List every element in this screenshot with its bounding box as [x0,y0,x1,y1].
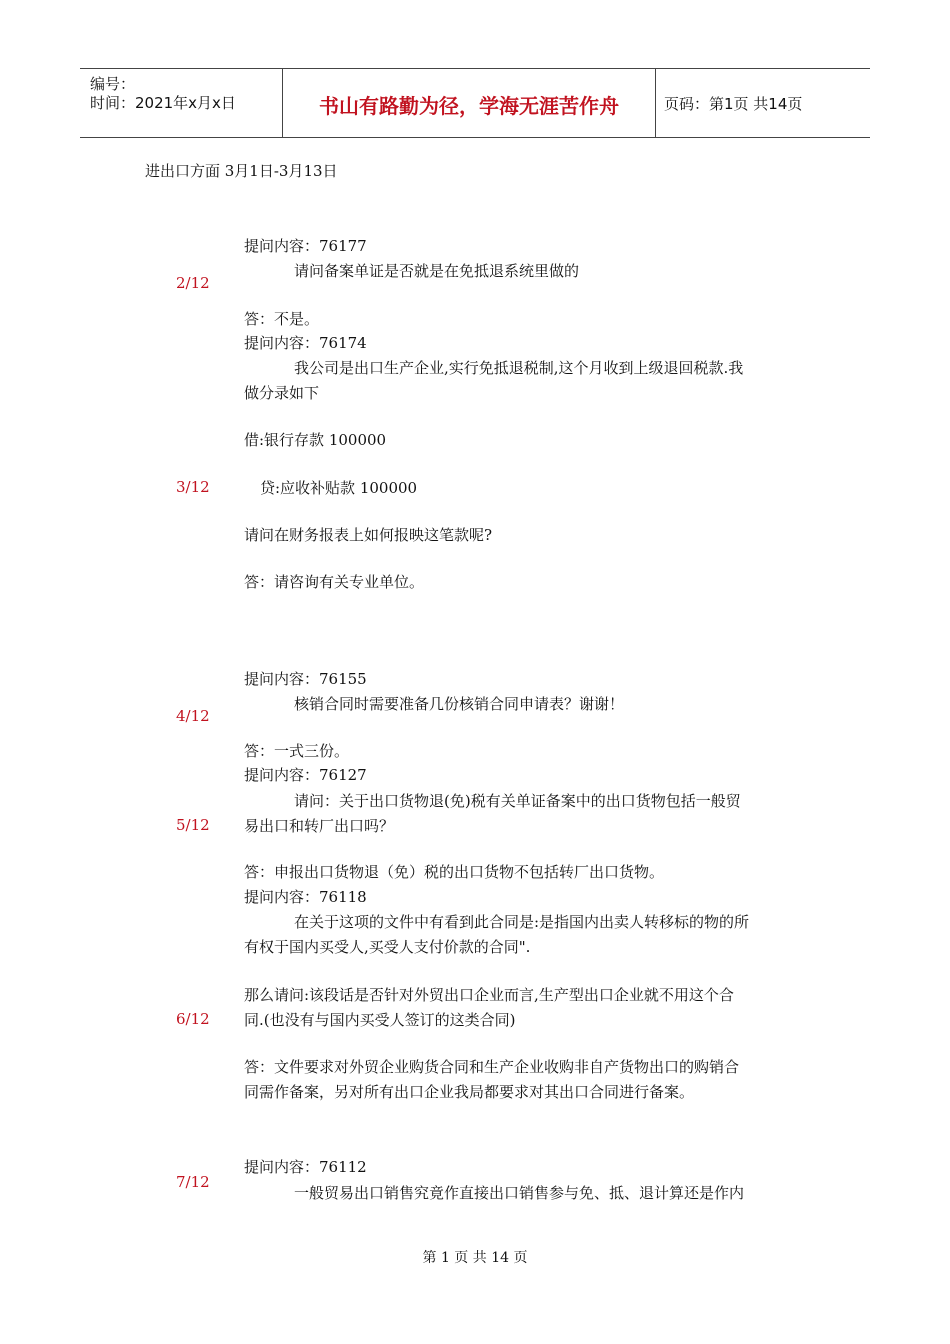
margin-mark: 6/12 [176,1010,210,1028]
question-id: 提问内容：76127 [244,766,367,784]
page-header [80,68,870,138]
margin-mark: 3/12 [176,478,210,496]
time-label: 时间：2021年x月x日 [90,94,236,112]
margin-mark: 2/12 [176,274,210,292]
question-id: 提问内容：76177 [244,237,367,255]
answer-text: 同需作备案，另对所有出口企业我局都要求对其出口合同进行备案。 [244,1083,695,1101]
entry-debit: 借:银行存款 100000 [244,431,387,449]
question-text: 易出口和转厂出口吗？ [244,817,395,835]
question-id: 提问内容：76112 [244,1158,367,1176]
answer-text: 答：请咨询有关专业单位。 [244,573,425,591]
question-id: 提问内容：76174 [244,334,367,352]
question-text: 我公司是出口生产企业,实行免抵退税制,这个月收到上级退回税款.我 [294,359,744,377]
answer-text: 答：文件要求对外贸企业购货合同和生产企业收购非自产货物出口的购销合 [244,1058,740,1076]
question-id: 提问内容：76155 [244,670,367,688]
motto: 书山有路勤为径，学海无涯苦作舟 [319,94,619,118]
answer-text: 答：申报出口货物退（免）税的出口货物不包括转厂出口货物。 [244,863,665,881]
header-meta-cell [80,69,283,137]
margin-mark: 4/12 [176,707,210,725]
answer-text: 答：一式三份。 [244,742,350,760]
margin-mark: 5/12 [176,816,210,834]
question-text: 有权于国内买受人,买受人支付价款的合同". [244,938,531,956]
question-text: 那么请问:该段话是否针对外贸出口企业而言,生产型出口企业就不用这个合 [244,986,734,1004]
question-text: 一般贸易出口销售究竟作直接出口销售参与免、抵、退计算还是作内 [294,1184,745,1202]
question-text: 做分录如下 [244,384,320,402]
question-text: 核销合同时需要准备几份核销合同申请表？谢谢！ [294,695,625,713]
entry-credit: 贷:应收补贴款 100000 [260,479,418,497]
page-info: 页码：第1页 共14页 [664,95,803,113]
question-text: 同.(也没有与国内买受人签订的这类合同) [244,1011,516,1029]
header-motto-cell [283,69,656,137]
question-text: 请问：关于出口货物退(免)税有关单证备案中的出口货物包括一般贸 [294,792,741,810]
page-footer: 第 1 页 共 14 页 [422,1250,528,1266]
header-page-cell [656,69,870,137]
question-text: 请问备案单证是否就是在免抵退系统里做的 [294,262,580,280]
question-id: 提问内容：76118 [244,888,367,906]
answer-text: 答：不是。 [244,310,320,328]
number-label: 编号： [90,75,136,93]
section-title: 进出口方面 3月1日-3月13日 [145,162,338,180]
question-text: 请问在财务报表上如何报映这笔款呢? [244,526,493,544]
margin-mark: 7/12 [176,1173,210,1191]
question-text: 在关于这项的文件中有看到此合同是:是指国内出卖人转移标的物的所 [294,913,750,931]
